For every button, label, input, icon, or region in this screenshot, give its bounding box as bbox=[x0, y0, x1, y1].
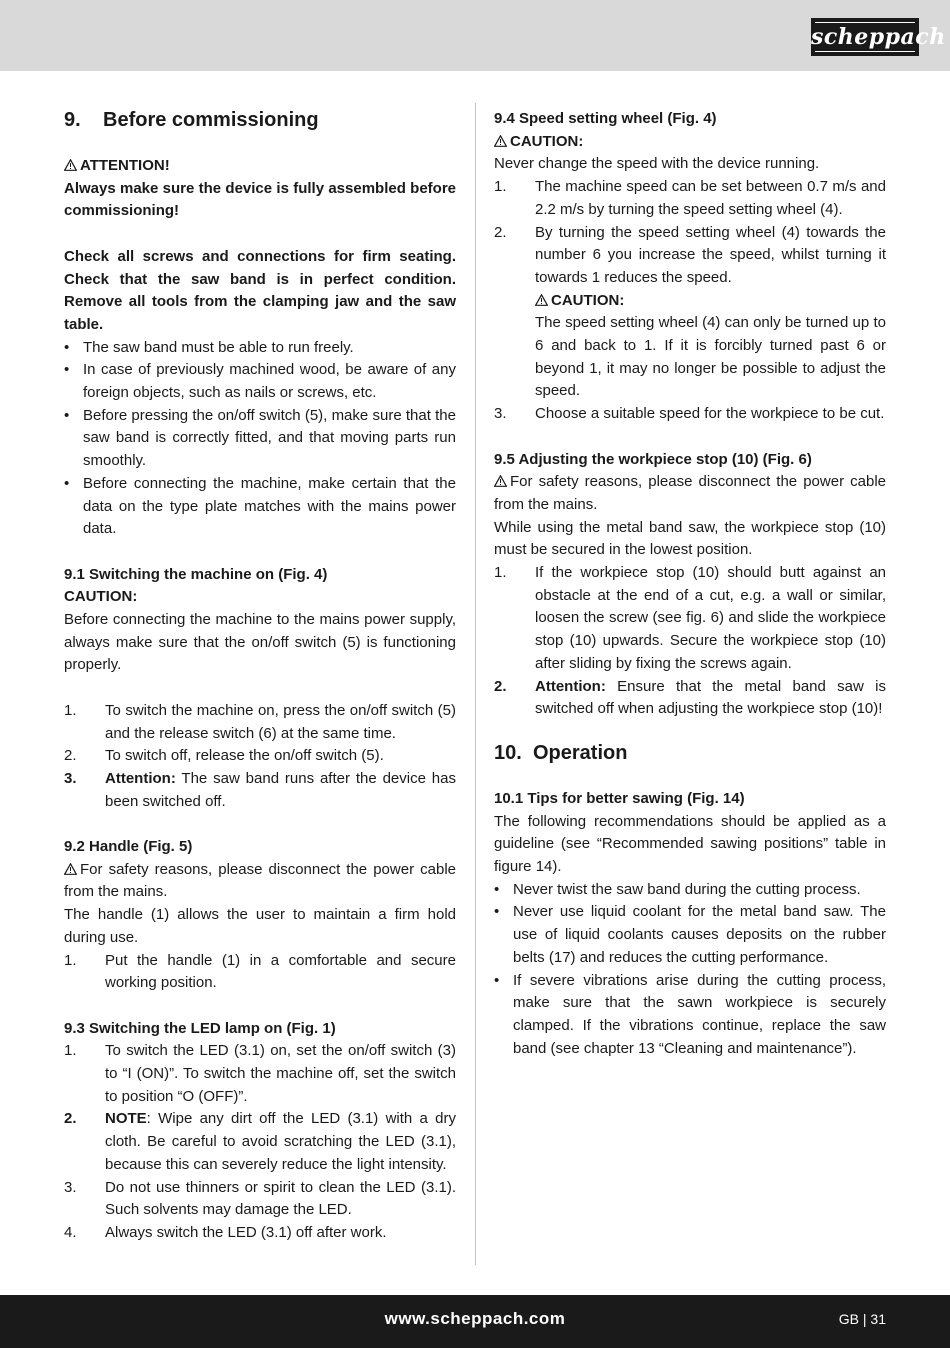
scheppach-logo: scheppach bbox=[811, 18, 919, 56]
section-9-3-heading: 9.3 Switching the LED lamp on (Fig. 1) bbox=[64, 1019, 336, 1037]
list-item: • Before pressing the on/off switch (5), make sure that the saw band is correctly fitted, and that moving parts run smoothly. bbox=[64, 405, 456, 473]
column-divider bbox=[475, 103, 476, 1265]
list-item: • Before connecting the machine, make certain that the data on the type plate matches with the mains power data. bbox=[64, 473, 456, 541]
section-9-5-warning: For safety reasons, please disconnect the power cable from the mains. bbox=[494, 473, 886, 513]
caution-label: CAUTION: bbox=[64, 588, 138, 606]
list-item: • In case of previously machined wood, be aware of any foreign objects, such as nails or screws, etc. bbox=[64, 359, 456, 404]
section-9-2-text: The handle (1) allows the user to maintain a firm hold during use. bbox=[64, 906, 456, 946]
section-9-4-steps bbox=[494, 176, 886, 426]
sawing-tips-bullets bbox=[494, 879, 886, 1061]
section-9-2-steps bbox=[64, 950, 456, 995]
list-item: 2. By turning the speed setting wheel (4) towards the number 6 you increase the speed, whilst turning it towards 1 reduces the speed. CAUTION: The speed setting wheel (4) can only be turned up to 6 and back to 1. If it is forcibly turned past 6 or beyond 1, it may no longer be possible to adjust the speed. bbox=[494, 222, 886, 404]
list-item: 3. Choose a suitable speed for the workpiece to be cut. bbox=[494, 405, 885, 423]
list-item: 2. NOTE: Wipe any dirt off the LED (3.1) with a dry cloth. Be careful to avoid scratching the LED (3.1), because this can severely reduce the light intensity. bbox=[64, 1110, 456, 1173]
website-url: www.scheppach.com bbox=[384, 1309, 566, 1328]
caution-label: CAUTION: bbox=[494, 131, 886, 154]
section-9-5-steps bbox=[494, 562, 886, 721]
list-item: 1. To switch the LED (3.1) on, set the on/off switch (3) to “I (ON)”. To switch the machine off, set the switch to position “O (OFF)”. bbox=[64, 1042, 456, 1105]
warning-icon bbox=[494, 135, 507, 147]
left-column bbox=[64, 108, 456, 1245]
section-9-1-heading: 9.1 Switching the machine on (Fig. 4) bbox=[64, 565, 328, 583]
section-10-heading: 10. Operation bbox=[494, 741, 628, 764]
list-item: • Never twist the saw band during the cutting process. bbox=[494, 879, 886, 902]
section-10-1-text: The following recommendations should be applied as a guideline (see “Recommended sawing positions” table in figure 14). bbox=[494, 812, 886, 876]
warning-icon bbox=[64, 863, 77, 875]
right-column bbox=[494, 108, 886, 1060]
check-text: Check all screws and connections for firm seating. Check that the saw band is in perfect condition. Remove all tools from the clamping jaw and the saw table. bbox=[64, 247, 456, 333]
list-item: 3. Attention: The saw band runs after the device has been switched off. bbox=[64, 769, 456, 810]
section-9-5-heading: 9.5 Adjusting the workpiece stop (10) (Fig. 6) bbox=[494, 450, 812, 468]
list-item: 2. To switch off, release the on/off switch (5). bbox=[64, 747, 384, 765]
list-item: • If severe vibrations arise during the cutting process, make sure that the sawn workpiece is securely clamped. If the vibrations continue, replace the saw band (see chapter 13 “Cleaning and maintenance”). bbox=[494, 970, 886, 1061]
section-9-5-text: While using the metal band saw, the workpiece stop (10) must be secured in the lowest position. bbox=[494, 518, 886, 559]
footer-bar bbox=[0, 1295, 950, 1348]
list-item: 1. If the workpiece stop (10) should butt against an obstacle at the end of a cut, e.g. a wall or similar, loosen the screw (see fig. 6) and slide the workpiece stop (10) upwards. Secure the workpiece stop (10) after sliding by fixing the screws again. bbox=[494, 564, 886, 672]
section-9-2-warning: For safety reasons, please disconnect the power cable from the mains. bbox=[64, 860, 456, 901]
inner-caution-text: The speed setting wheel (4) can only be turned up to 6 and back to 1. If it is forcibly turned past 6 or beyond 1, it may no longer be possible to adjust the speed. bbox=[535, 314, 886, 400]
list-item: 2. Attention: Ensure that the metal band saw is switched off when adjusting the workpiece stop (10)! bbox=[494, 677, 886, 718]
list-item: 1. To switch the machine on, press the on/off switch (5) and the release switch (6) at the same time. bbox=[64, 701, 456, 742]
warning-icon bbox=[64, 159, 77, 171]
attention-text: Always make sure the device is fully assembled before commissioning! bbox=[64, 179, 456, 220]
list-item: • The saw band must be able to run freely. bbox=[64, 337, 456, 360]
warning-icon bbox=[535, 294, 548, 306]
list-item: 1. Put the handle (1) in a comfortable and secure working position. bbox=[64, 951, 456, 992]
section-10-1-heading: 10.1 Tips for better sawing (Fig. 14) bbox=[494, 789, 745, 807]
list-item: • Never use liquid coolant for the metal band saw. The use of liquid coolants causes deposits on the rubber belts (17) and reduces the cutting performance. bbox=[494, 901, 886, 969]
section-9-2-heading: 9.2 Handle (Fig. 5) bbox=[64, 838, 193, 856]
section-9-4-heading: 9.4 Speed setting wheel (Fig. 4) bbox=[494, 110, 717, 127]
inner-caution-label: CAUTION: bbox=[535, 290, 886, 313]
commissioning-bullets bbox=[64, 337, 456, 541]
list-item: 4. Always switch the LED (3.1) off after work. bbox=[64, 1223, 387, 1241]
list-item: 1. The machine speed can be set between 0.7 m/s and 2.2 m/s by turning the speed setting wheel (4). bbox=[494, 178, 886, 218]
list-item: 3. Do not use thinners or spirit to clean the LED (3.1). Such solvents may damage the LED. bbox=[64, 1178, 456, 1219]
section-9-heading: 9. Before commissioning bbox=[64, 109, 319, 131]
section-9-4-text: Never change the speed with the device running. bbox=[494, 155, 820, 173]
section-9-3-steps bbox=[64, 1040, 456, 1244]
header-bar bbox=[0, 0, 950, 71]
page-number: GB | 31 bbox=[838, 1311, 886, 1327]
section-9-1-steps bbox=[64, 700, 456, 814]
attention-label: ATTENTION! bbox=[64, 155, 456, 178]
section-9-1-text: Before connecting the machine to the mains power supply, always make sure that the on/off switch (5) is functioning properly. bbox=[64, 611, 456, 674]
warning-icon bbox=[494, 475, 507, 487]
